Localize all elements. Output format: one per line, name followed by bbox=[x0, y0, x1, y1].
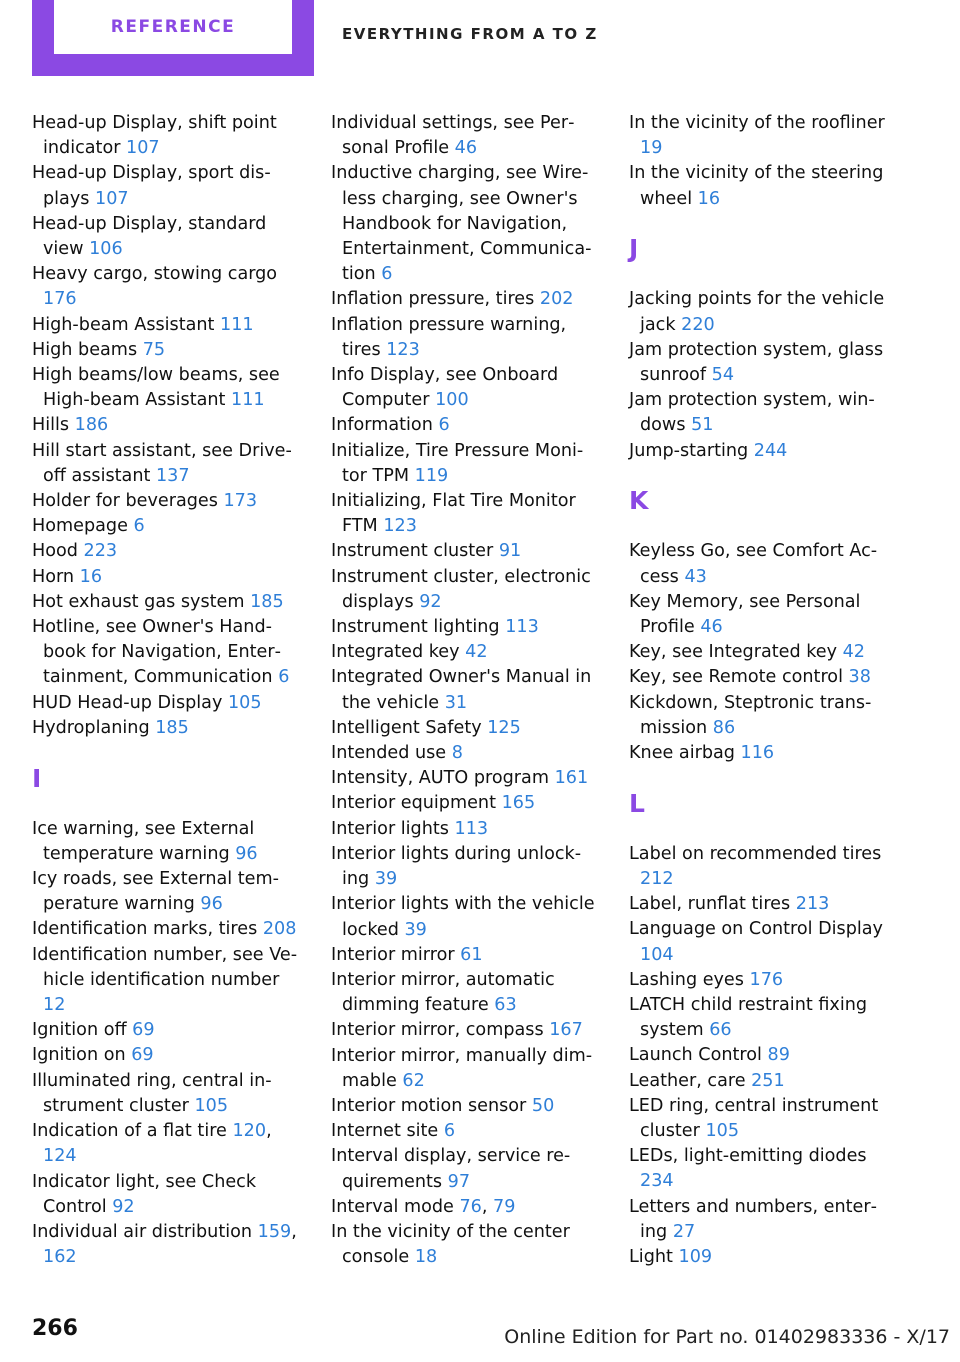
page-link[interactable]: 109 bbox=[678, 1247, 713, 1268]
index-entry-text: High beams/low beams, see High-beam Assistant bbox=[32, 365, 280, 411]
index-entry bbox=[331, 1094, 599, 1119]
page-link[interactable]: 61 bbox=[460, 944, 483, 965]
index-entry bbox=[331, 1144, 599, 1194]
page-link[interactable]: 104 bbox=[640, 944, 674, 965]
page-link[interactable]: 165 bbox=[501, 793, 536, 814]
page-link[interactable]: 111 bbox=[231, 390, 265, 411]
index-entry-text: Interior mirror, compass bbox=[331, 1020, 544, 1041]
index-entry bbox=[331, 615, 599, 640]
index-entry bbox=[331, 892, 599, 942]
index-entry-text: Internet site bbox=[331, 1121, 439, 1142]
index-entry-text: Letters and numbers, entering bbox=[629, 1196, 877, 1242]
index-entry-text: Integrated Owner's Manual in the vehicle bbox=[331, 667, 592, 713]
page-link[interactable]: 107 bbox=[95, 188, 129, 209]
index-entry-text: Indicator light, see Check Control bbox=[32, 1171, 257, 1217]
index-entry bbox=[32, 943, 300, 1019]
index-entry-text: Integrated key bbox=[331, 642, 460, 663]
index-entry bbox=[331, 489, 599, 539]
index-entry bbox=[32, 413, 300, 438]
index-entry-text: Light bbox=[629, 1247, 673, 1268]
index-entry-text: Interior motion sensor bbox=[331, 1095, 527, 1116]
page-link[interactable]: 31 bbox=[444, 692, 468, 713]
page-link[interactable]: 173 bbox=[223, 491, 258, 512]
chapter-tab-label: REFERENCE bbox=[110, 17, 236, 37]
page-link[interactable]: 89 bbox=[767, 1045, 790, 1066]
page-link[interactable]: 105 bbox=[194, 1095, 229, 1116]
page-link[interactable]: 213 bbox=[795, 894, 830, 915]
page-link[interactable]: 92 bbox=[419, 591, 442, 612]
index-entry bbox=[331, 1018, 599, 1043]
index-entry bbox=[32, 1018, 300, 1043]
page-link[interactable]: 6 bbox=[443, 1121, 456, 1142]
page-link[interactable]: 223 bbox=[83, 541, 118, 562]
page-link[interactable]: 79 bbox=[493, 1196, 516, 1217]
page-link[interactable]: 54 bbox=[711, 365, 735, 385]
page-link[interactable]: 161 bbox=[554, 768, 589, 789]
index-entry bbox=[331, 716, 599, 741]
page-link[interactable]: 176 bbox=[749, 969, 784, 990]
index-entry-text: Hood bbox=[32, 541, 78, 562]
index-entry bbox=[629, 161, 897, 211]
index-entry bbox=[331, 817, 599, 842]
page-link[interactable]: 185 bbox=[250, 591, 284, 612]
page-link[interactable]: 113 bbox=[454, 818, 489, 839]
index-entry bbox=[331, 439, 599, 489]
index-entry bbox=[331, 640, 599, 665]
index-entry bbox=[32, 1170, 300, 1220]
index-entry bbox=[629, 1094, 897, 1144]
index-entry-text: In the vicinity of the steering wheel bbox=[629, 163, 884, 209]
index-entry-text: Key Memory, see Personal Profile bbox=[629, 591, 861, 637]
index-entry bbox=[331, 565, 599, 615]
index-entry bbox=[32, 338, 300, 363]
page-link[interactable]: 107 bbox=[126, 138, 160, 159]
index-entry-text: Instrument lighting bbox=[331, 617, 500, 638]
index-entry-text: Head-up Display, standard view bbox=[32, 213, 267, 260]
page-link[interactable]: 208 bbox=[262, 919, 297, 940]
page-link[interactable]: 251 bbox=[751, 1070, 785, 1091]
page-link[interactable]: 16 bbox=[79, 566, 103, 587]
index-entry-text: Lashing eyes bbox=[629, 969, 744, 990]
index-entry bbox=[32, 615, 300, 691]
page-link[interactable]: 244 bbox=[753, 440, 788, 461]
index-entry-text: Launch Control bbox=[629, 1045, 762, 1066]
index-entry-text: Ignition on bbox=[32, 1045, 126, 1066]
page-link[interactable]: 176 bbox=[43, 289, 77, 310]
index-entry bbox=[331, 161, 599, 287]
page-link[interactable]: 12 bbox=[43, 995, 66, 1016]
index-entry-text: Ice warning, see External temperature warning bbox=[32, 818, 255, 864]
index-entry bbox=[331, 766, 599, 791]
page-link[interactable]: 86 bbox=[712, 717, 736, 738]
index-entry bbox=[629, 287, 897, 337]
index-letter-heading: L bbox=[629, 788, 645, 818]
index-entry: Individual air distribution 159, 162 bbox=[32, 1221, 297, 1268]
index-entry-text: Inductive charging, see Wireless charging, see Owner's Handbook for Navigation, Entertainment, Communication bbox=[331, 163, 592, 285]
page-link[interactable]: 162 bbox=[43, 1247, 77, 1268]
index-entry-text: High beams bbox=[32, 339, 138, 360]
page-link[interactable]: 63 bbox=[494, 995, 517, 1016]
page-link[interactable]: 97 bbox=[447, 1171, 471, 1192]
page-link[interactable]: 100 bbox=[435, 390, 469, 411]
index-entry bbox=[629, 338, 897, 388]
index-entry bbox=[331, 968, 599, 1018]
index-entry-text: Interior mirror, manually dimmable bbox=[331, 1045, 593, 1091]
index-entry bbox=[331, 741, 599, 766]
index-entry-text: Horn bbox=[32, 566, 75, 587]
page-link[interactable]: 185 bbox=[155, 717, 189, 738]
index-entry bbox=[331, 1044, 599, 1094]
index-entry bbox=[331, 1220, 599, 1270]
page-link[interactable]: 42 bbox=[842, 642, 865, 663]
index-entry bbox=[32, 539, 300, 564]
index-entry bbox=[629, 1043, 897, 1068]
index-entry bbox=[629, 388, 897, 438]
index-entry-text: Inflation pressure, tires bbox=[331, 289, 535, 310]
index-entry-text: Holder for beverages bbox=[32, 491, 218, 512]
index-entry-text: High-beam Assistant bbox=[32, 314, 215, 335]
index-entry-text: Interval mode bbox=[331, 1196, 454, 1217]
index-entry bbox=[331, 413, 599, 438]
index-column-3 bbox=[629, 111, 897, 1270]
index-entry-text: HUD Head-up Display bbox=[32, 692, 223, 713]
index-entry-text: Hill start assistant, see Drive-off assistant bbox=[32, 440, 292, 486]
index-entry-text: Homepage bbox=[32, 516, 128, 537]
page-link[interactable]: 66 bbox=[709, 1020, 732, 1041]
page-link[interactable]: 46 bbox=[454, 138, 478, 159]
index-entry-text: Indication of a flat tire bbox=[32, 1121, 227, 1142]
page-link[interactable]: 27 bbox=[672, 1221, 696, 1242]
page-link[interactable]: 212 bbox=[640, 869, 674, 889]
index-entry bbox=[32, 565, 300, 590]
page-link[interactable]: 119 bbox=[414, 465, 449, 486]
index-entry bbox=[331, 363, 599, 413]
page-link[interactable]: 220 bbox=[681, 314, 715, 335]
page-link[interactable]: 105 bbox=[227, 692, 262, 713]
edition-footer: Online Edition for Part no. 01402983336 - X/17 bbox=[504, 1326, 950, 1348]
index-entry-text: Heavy cargo, stowing cargo bbox=[32, 264, 278, 285]
page-link[interactable]: 43 bbox=[684, 566, 707, 587]
page-link[interactable]: 96 bbox=[200, 894, 223, 915]
index-entry bbox=[331, 1119, 599, 1144]
index-entry-text: Hills bbox=[32, 415, 70, 436]
page-link[interactable]: 116 bbox=[740, 743, 775, 764]
index-entry bbox=[32, 313, 300, 338]
chapter-tab-inner bbox=[54, 0, 292, 54]
index-entry-text: Jump-starting bbox=[629, 440, 749, 461]
index-entry-text: In the vicinity of the roofliner bbox=[629, 113, 885, 133]
index-entry bbox=[629, 590, 897, 640]
page-link[interactable]: 62 bbox=[402, 1070, 425, 1091]
index-entry-text: Interior lights bbox=[331, 818, 449, 839]
index-entry bbox=[32, 439, 300, 489]
index-entry-text: Jacking points for the vehicle jack bbox=[629, 289, 885, 335]
page-link[interactable]: 6 bbox=[438, 415, 450, 436]
page-link[interactable]: 159 bbox=[257, 1221, 292, 1242]
page-link[interactable]: 16 bbox=[697, 188, 721, 209]
index-entry bbox=[629, 111, 897, 161]
index-entry bbox=[331, 943, 599, 968]
index-entry bbox=[331, 791, 599, 816]
index-entry bbox=[32, 111, 300, 161]
index-entry bbox=[32, 1069, 300, 1119]
index-entry bbox=[331, 665, 599, 715]
page-link[interactable]: 105 bbox=[705, 1121, 740, 1142]
index-entry-text: Info Display, see Onboard Computer bbox=[331, 365, 559, 411]
index-letter-heading: K bbox=[629, 486, 649, 516]
page-link[interactable]: 106 bbox=[89, 239, 123, 260]
index-entry bbox=[331, 842, 599, 892]
index-entry bbox=[629, 439, 897, 464]
page-link[interactable]: 76 bbox=[459, 1196, 482, 1217]
index-entry-text: Intelligent Safety bbox=[331, 717, 482, 738]
index-entry-text: Label on recommended tires bbox=[629, 843, 882, 864]
page-link[interactable]: 19 bbox=[640, 138, 663, 159]
index-entry-text: LEDs, light-emitting diodes bbox=[629, 1146, 867, 1167]
page-link[interactable]: 69 bbox=[131, 1045, 154, 1066]
index-entry bbox=[629, 665, 897, 690]
index-entry: Indication of a flat tire 120, 124 bbox=[32, 1121, 272, 1167]
index-entry-text: Interior lights during unlocking bbox=[331, 843, 582, 890]
page-link[interactable]: 125 bbox=[487, 717, 521, 738]
index-entry-text: Inflation pressure warning, tires bbox=[331, 314, 567, 360]
page-link[interactable]: 39 bbox=[404, 919, 427, 940]
index-entry bbox=[32, 262, 300, 312]
index-entry bbox=[629, 1195, 897, 1245]
page-link[interactable]: 75 bbox=[142, 339, 166, 360]
index-entry-text: Knee airbag bbox=[629, 743, 735, 764]
index-entry-text: Initialize, Tire Pressure Monitor TPM bbox=[331, 440, 584, 486]
index-entry-text: Hotline, see Owner's Handbook for Navigation, Entertainment, Communication bbox=[32, 617, 281, 688]
index-entry bbox=[629, 968, 897, 993]
index-entry bbox=[331, 111, 599, 161]
index-entry-text: Identification marks, tires bbox=[32, 919, 258, 940]
page-link[interactable]: 46 bbox=[700, 617, 723, 637]
index-entry-text: Head-up Display, sport displays bbox=[32, 163, 271, 209]
page-link[interactable]: 96 bbox=[235, 843, 258, 864]
index-entry-text: LED ring, central instrument cluster bbox=[629, 1095, 879, 1142]
index-entry-text: Instrument cluster bbox=[331, 541, 494, 562]
index-entry bbox=[629, 1069, 897, 1094]
page-link[interactable]: 111 bbox=[220, 314, 254, 335]
index-entry bbox=[629, 993, 897, 1043]
index-entry bbox=[32, 1043, 300, 1068]
index-entry bbox=[32, 514, 300, 539]
index-entry bbox=[32, 489, 300, 514]
index-letter-heading: J bbox=[629, 234, 639, 264]
chapter-tab bbox=[32, 0, 314, 76]
index-entry-text: Interior mirror bbox=[331, 944, 455, 965]
page-link[interactable]: 38 bbox=[848, 667, 871, 688]
index-entry bbox=[32, 363, 300, 413]
index-entry bbox=[629, 539, 897, 589]
page-link[interactable]: 113 bbox=[505, 617, 539, 638]
index-entry bbox=[32, 590, 300, 615]
index-entry bbox=[331, 287, 599, 312]
index-entry-text: Hydroplaning bbox=[32, 717, 150, 738]
page-link[interactable]: 92 bbox=[112, 1196, 135, 1217]
index-entry-text: Hot exhaust gas system bbox=[32, 591, 245, 612]
index-entry-text: Instrument cluster, electronic displays bbox=[331, 566, 591, 612]
index-entry-text: Head-up Display, shift point indicator bbox=[32, 113, 277, 159]
index-entry bbox=[331, 539, 599, 564]
index-column-2 bbox=[331, 111, 599, 1270]
index-entry-text: Interval display, service requirements bbox=[331, 1146, 571, 1192]
page-link[interactable]: 120 bbox=[232, 1121, 267, 1142]
index-entry bbox=[629, 892, 897, 917]
index-entry bbox=[32, 691, 300, 716]
index-entry bbox=[32, 161, 300, 211]
index-entry-text: Jam protection system, windows bbox=[629, 390, 875, 436]
page-link[interactable]: 123 bbox=[386, 339, 420, 360]
page-link[interactable]: 202 bbox=[539, 289, 574, 310]
page-link[interactable]: 123 bbox=[383, 516, 417, 537]
index-entry-text: Interior lights with the vehicle locked bbox=[331, 894, 595, 940]
index-column-1 bbox=[32, 111, 300, 1270]
index-entry-text: Leather, care bbox=[629, 1070, 746, 1091]
index-entry-text: Jam protection system, glass sunroof bbox=[629, 339, 884, 385]
index-entry-text: Individual settings, see Personal Profile bbox=[331, 113, 575, 159]
index-entry bbox=[629, 1144, 897, 1194]
index-entry bbox=[32, 212, 300, 262]
page-link[interactable]: 18 bbox=[414, 1247, 438, 1268]
index-entry-text: Label, runflat tires bbox=[629, 894, 791, 915]
index-letter-heading: I bbox=[32, 763, 42, 793]
index-entry bbox=[32, 917, 300, 942]
index-entry bbox=[629, 1245, 897, 1270]
index-entry bbox=[331, 313, 599, 363]
index-entry-text: Interior mirror, automatic dimming feature bbox=[331, 969, 555, 1016]
page-link[interactable]: 91 bbox=[498, 541, 522, 562]
index-entry-text: Kickdown, Steptronic transmission bbox=[629, 692, 872, 738]
page-link[interactable]: 69 bbox=[132, 1020, 155, 1041]
index-entry-text: Language on Control Display bbox=[629, 919, 883, 940]
index-entry-text: Initializing, Flat Tire Monitor FTM bbox=[331, 491, 576, 537]
page-number: 266 bbox=[32, 1316, 78, 1341]
index-entry-text: Ignition off bbox=[32, 1020, 127, 1041]
index-entry-text: LATCH child restraint fixing system bbox=[629, 995, 868, 1041]
page-link[interactable]: 42 bbox=[465, 642, 488, 663]
page-link[interactable]: 6 bbox=[278, 667, 290, 688]
index-entry bbox=[32, 867, 300, 917]
index-entry bbox=[32, 817, 300, 867]
page-link[interactable]: 137 bbox=[155, 465, 190, 486]
section-title: EVERYTHING FROM A TO Z bbox=[342, 25, 598, 43]
index-entry-text: Individual air distribution bbox=[32, 1221, 253, 1242]
page-link[interactable]: 234 bbox=[640, 1171, 674, 1192]
index-entry-text: Icy roads, see External temperature warning bbox=[32, 869, 279, 915]
page-link[interactable]: 6 bbox=[133, 516, 145, 537]
page-link[interactable]: 6 bbox=[381, 264, 393, 285]
index-entry: Interval mode 76, 79 bbox=[331, 1196, 516, 1217]
page-link[interactable]: 50 bbox=[531, 1095, 555, 1116]
index-entry bbox=[629, 691, 897, 741]
index-entry bbox=[629, 842, 897, 892]
index-entry-text: Illuminated ring, central instrument cluster bbox=[32, 1070, 272, 1116]
index-entry-text: Intended use bbox=[331, 743, 447, 764]
page-link[interactable]: 8 bbox=[451, 743, 463, 764]
index-entry-text: Key, see Remote control bbox=[629, 667, 843, 688]
index-entry bbox=[32, 716, 300, 741]
index-entry bbox=[629, 640, 897, 665]
page-link[interactable]: 167 bbox=[549, 1020, 583, 1041]
index-entry-text: In the vicinity of the center console bbox=[331, 1221, 570, 1268]
page-link[interactable]: 39 bbox=[374, 869, 398, 890]
index-entry-text: Identification number, see Vehicle identification number bbox=[32, 944, 298, 990]
index-entry bbox=[629, 917, 897, 967]
index-entry-text: Intensity, AUTO program bbox=[331, 768, 549, 789]
index-entry-text: Information bbox=[331, 415, 433, 436]
index-entry bbox=[629, 741, 897, 766]
page-link[interactable]: 124 bbox=[43, 1146, 77, 1167]
page-link[interactable]: 186 bbox=[74, 415, 109, 436]
index-entry-text: Key, see Integrated key bbox=[629, 642, 838, 663]
index-entry-text: Keyless Go, see Comfort Access bbox=[629, 541, 878, 587]
page-link[interactable]: 51 bbox=[691, 415, 714, 436]
index-entry-text: Interior equipment bbox=[331, 793, 496, 814]
